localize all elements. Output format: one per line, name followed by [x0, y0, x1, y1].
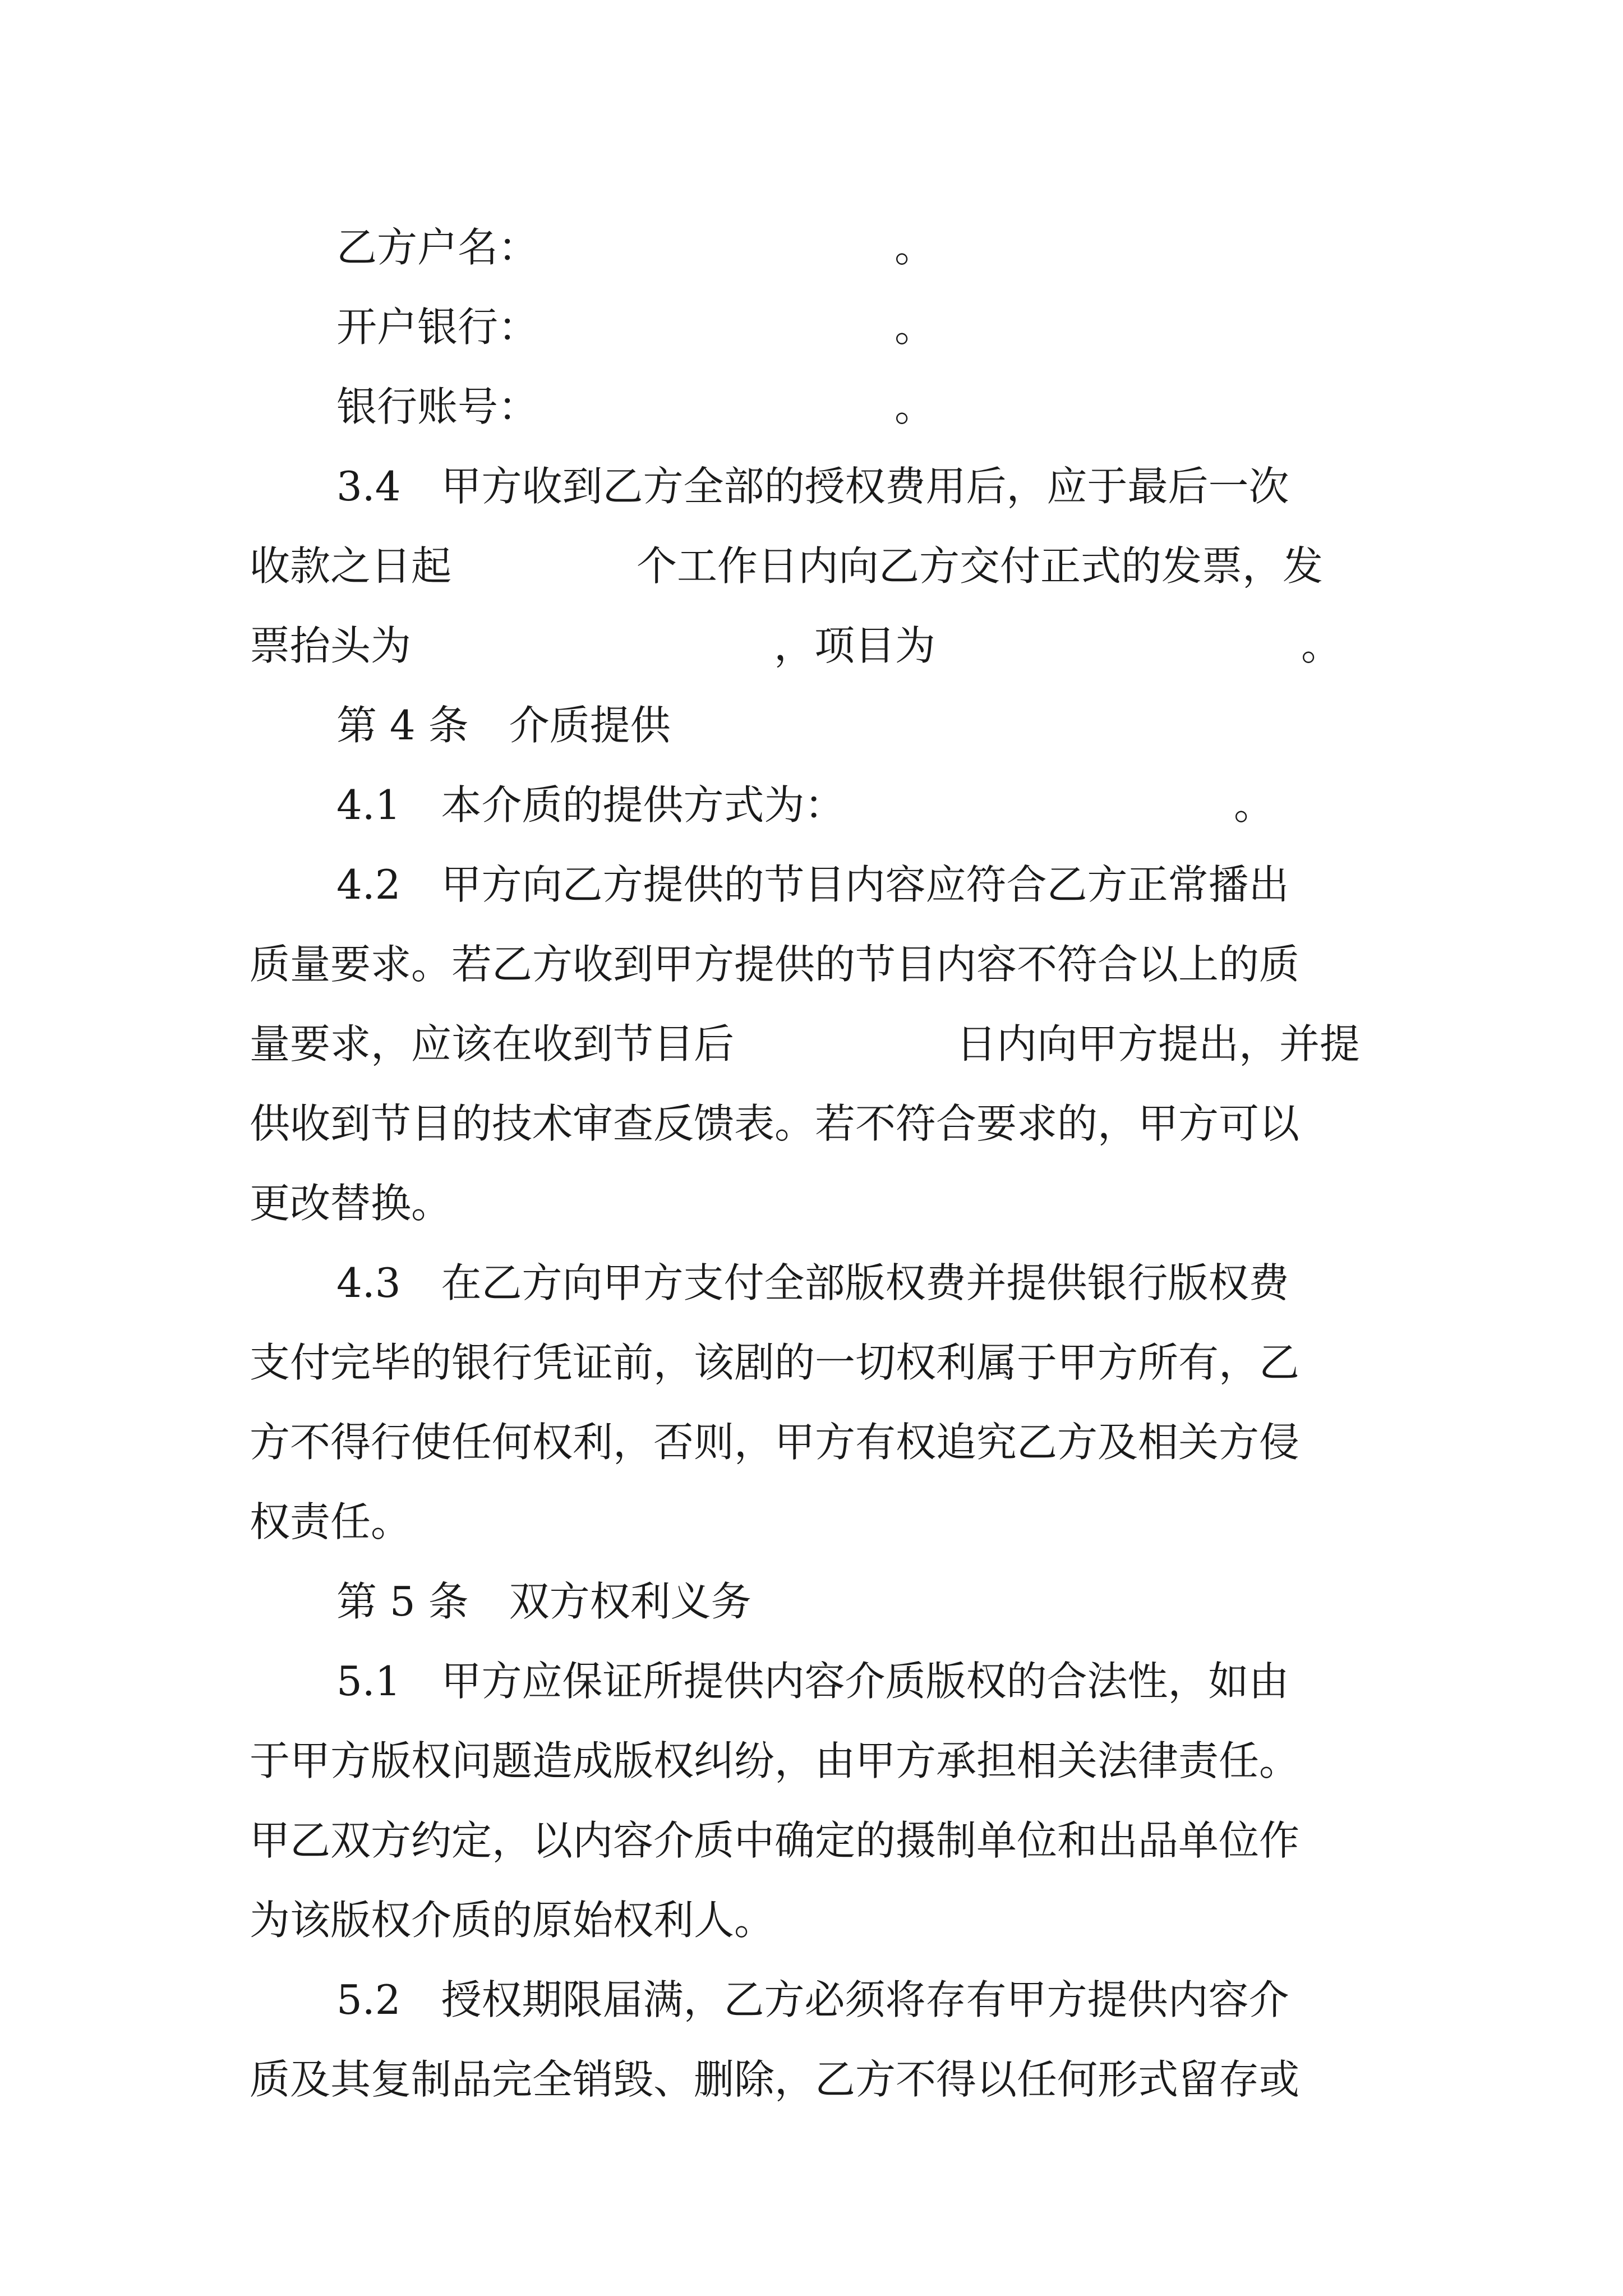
clause-4-2-text-1: 4.2 甲方向乙方提供的节目内容应符合乙方正常播出 — [336, 861, 1289, 908]
clause-3-4-line-2 — [250, 526, 1382, 606]
clause-4-3-line-2 — [250, 1323, 1382, 1402]
clause-5-1-text-1: 5.1 甲方应保证所提供内容介质版权的合法性，如由 — [336, 1658, 1289, 1705]
clause-4-3-text-3: 方不得行使任何权利，否则，甲方有权追究乙方及相关方侵 — [250, 1419, 1300, 1466]
clause-4-1-line — [250, 765, 1382, 845]
bank-line — [250, 287, 1382, 367]
article-5-heading-text: 第 5 条 双方权利义务 — [336, 1578, 751, 1625]
bank-end: 。 — [895, 303, 935, 351]
clause-3-4-text-1: 3.4 甲方收到乙方全部的授权费用后，应于最后一次 — [336, 463, 1289, 510]
account-no-label: 银行账号： — [336, 383, 539, 430]
bank-label: 开户银行： — [336, 303, 539, 351]
clause-5-1-line-1 — [250, 1641, 1382, 1721]
clause-3-4-line-1 — [250, 447, 1382, 526]
clause-4-2-line-2 — [250, 924, 1382, 1004]
clause-4-1-end: 。 — [1234, 781, 1275, 829]
clause-4-2-text-5: 更改替换。 — [250, 1180, 452, 1227]
account-name-end: 。 — [895, 224, 935, 271]
article-4-heading-text: 第 4 条 介质提供 — [336, 702, 671, 749]
clause-3-4-text-3c: 。 — [1301, 622, 1342, 669]
clause-4-2-line-5 — [250, 1163, 1382, 1243]
clause-4-2-text-4: 供收到节目的技术审查反馈表。若不符合要求的，甲方可以 — [250, 1100, 1300, 1147]
clause-5-1-line-3 — [250, 1801, 1382, 1880]
clause-5-2-text-1: 5.2 授权期限届满，乙方必须将存有甲方提供内容介 — [336, 1976, 1289, 2023]
clause-4-3-line-1 — [250, 1243, 1382, 1323]
clause-4-1-text: 4.1 本介质的提供方式为： — [336, 781, 845, 829]
clause-3-4-line-3 — [250, 606, 1382, 685]
clause-4-3-text-2: 支付完毕的银行凭证前，该剧的一切权利属于甲方所有，乙 — [250, 1339, 1300, 1386]
clause-4-2-text-2: 质量要求。若乙方收到甲方提供的节目内容不符合以上的质 — [250, 941, 1300, 988]
clause-5-2-text-2: 质及其复制品完全销毁、删除，乙方不得以任何形式留存或 — [250, 2056, 1300, 2103]
article-4-heading — [250, 685, 1382, 765]
account-no-end: 。 — [895, 383, 935, 430]
clause-3-4-text-2a: 收款之日起 — [250, 542, 452, 590]
article-5-heading — [250, 1562, 1382, 1641]
document-body — [250, 208, 1382, 2119]
clause-3-4-text-3a: 票抬头为 — [250, 622, 412, 669]
clause-5-1-line-4 — [250, 1880, 1382, 1960]
clause-3-4-text-3b: ，项目为 — [774, 622, 936, 669]
account-name-line — [250, 208, 1382, 287]
clause-4-2-line-3 — [250, 1004, 1382, 1084]
clause-5-1-text-2: 于甲方版权问题造成版权纠纷，由甲方承担相关法律责任。 — [250, 1737, 1300, 1784]
clause-5-2-line-2 — [250, 2040, 1382, 2119]
clause-5-2-line-1 — [250, 1960, 1382, 2040]
clause-4-3-line-4 — [250, 1482, 1382, 1562]
account-no-line — [250, 367, 1382, 447]
clause-3-4-text-2b: 个工作日内向乙方交付正式的发票，发 — [637, 542, 1324, 590]
clause-4-2-text-3b: 日内向甲方提出，并提 — [956, 1020, 1361, 1068]
clause-4-3-line-3 — [250, 1402, 1382, 1482]
clause-4-2-text-3a: 量要求，应该在收到节目后 — [250, 1020, 735, 1068]
clause-4-3-text-1: 4.3 在乙方向甲方支付全部版权费并提供银行版权费 — [336, 1259, 1289, 1306]
account-name-label: 乙方户名： — [336, 224, 539, 271]
clause-5-1-line-2 — [250, 1721, 1382, 1801]
clause-5-1-text-4: 为该版权介质的原始权利人。 — [250, 1897, 775, 1944]
clause-5-1-text-3: 甲乙双方约定，以内容介质中确定的摄制单位和出品单位作 — [250, 1817, 1300, 1864]
clause-4-2-line-4 — [250, 1084, 1382, 1163]
clause-4-2-line-1 — [250, 845, 1382, 924]
clause-4-3-text-4: 权责任。 — [250, 1498, 412, 1545]
